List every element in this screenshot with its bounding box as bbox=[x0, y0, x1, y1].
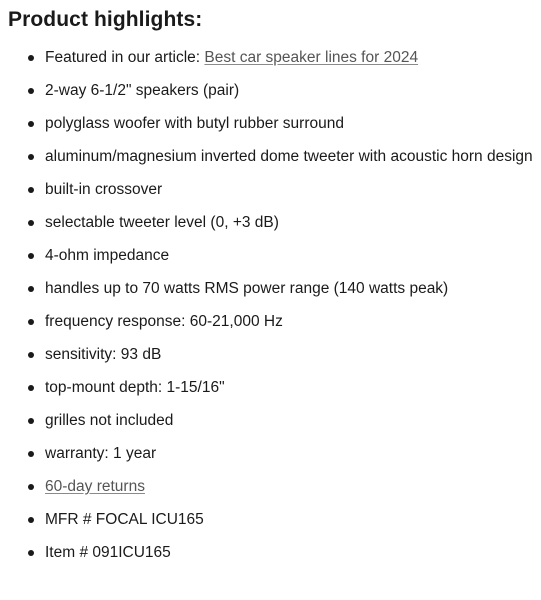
list-item-text: MFR # FOCAL ICU165 bbox=[45, 511, 204, 528]
list-item-featured-article bbox=[8, 45, 536, 71]
list-item-text: built-in crossover bbox=[45, 181, 163, 198]
bullet-icon bbox=[28, 385, 34, 391]
list-item-text: top-mount depth: 1-15/16" bbox=[45, 379, 225, 396]
bullet-icon bbox=[28, 253, 34, 259]
list-item-power bbox=[8, 276, 536, 302]
list-item-speaker-type bbox=[8, 78, 536, 104]
list-item-sensitivity bbox=[8, 342, 536, 368]
list-item-text: Item # 091ICU165 bbox=[45, 544, 171, 561]
list-item-text: aluminum/magnesium inverted dome tweeter with acoustic horn design bbox=[45, 148, 533, 165]
list-item-impedance bbox=[8, 243, 536, 269]
bullet-icon bbox=[28, 352, 34, 358]
product-highlights bbox=[8, 6, 536, 561]
list-item-grilles bbox=[8, 408, 536, 434]
bullet-icon bbox=[28, 550, 34, 556]
list-item-mfr-number bbox=[8, 507, 536, 533]
list-item-crossover bbox=[8, 177, 536, 203]
bullet-icon bbox=[28, 220, 34, 226]
best-car-speakers-article-link[interactable]: Best car speaker lines for 2024 bbox=[204, 49, 419, 66]
list-item-tweeter-level bbox=[8, 210, 536, 236]
list-item-text: warranty: 1 year bbox=[45, 445, 157, 462]
featured-article-prefix: Featured in our article: bbox=[45, 49, 205, 66]
bullet-icon bbox=[28, 286, 34, 292]
list-item-text: 4-ohm impedance bbox=[45, 247, 170, 264]
bullet-icon bbox=[28, 154, 34, 160]
highlights-list bbox=[8, 45, 536, 573]
bullet-icon bbox=[28, 451, 34, 457]
bullet-icon bbox=[28, 517, 34, 523]
list-item-frequency-response bbox=[8, 309, 536, 335]
bullet-icon bbox=[28, 55, 34, 61]
list-item-text: handles up to 70 watts RMS power range (140 watts peak) bbox=[45, 280, 449, 297]
bullet-icon bbox=[28, 187, 34, 193]
list-item-returns bbox=[8, 474, 536, 500]
list-item-item-number bbox=[8, 540, 536, 566]
list-item-warranty bbox=[8, 441, 536, 467]
list-item-text: polyglass woofer with butyl rubber surround bbox=[45, 115, 344, 132]
returns-policy-link[interactable]: 60-day returns bbox=[45, 478, 145, 495]
list-item-text: selectable tweeter level (0, +3 dB) bbox=[45, 214, 279, 231]
bullet-icon bbox=[28, 319, 34, 325]
list-item-woofer bbox=[8, 111, 536, 137]
list-item-text: sensitivity: 93 dB bbox=[45, 346, 162, 363]
bullet-icon bbox=[28, 88, 34, 94]
bullet-icon bbox=[28, 121, 34, 127]
list-item-text: grilles not included bbox=[45, 412, 174, 429]
bullet-icon bbox=[28, 418, 34, 424]
list-item-mount-depth bbox=[8, 375, 536, 401]
list-item-text: frequency response: 60-21,000 Hz bbox=[45, 313, 283, 330]
product-highlights-heading: Product highlights: bbox=[8, 8, 203, 31]
bullet-icon bbox=[28, 484, 34, 490]
list-item-tweeter bbox=[8, 144, 536, 170]
list-item-text: 2-way 6-1/2" speakers (pair) bbox=[45, 82, 240, 99]
